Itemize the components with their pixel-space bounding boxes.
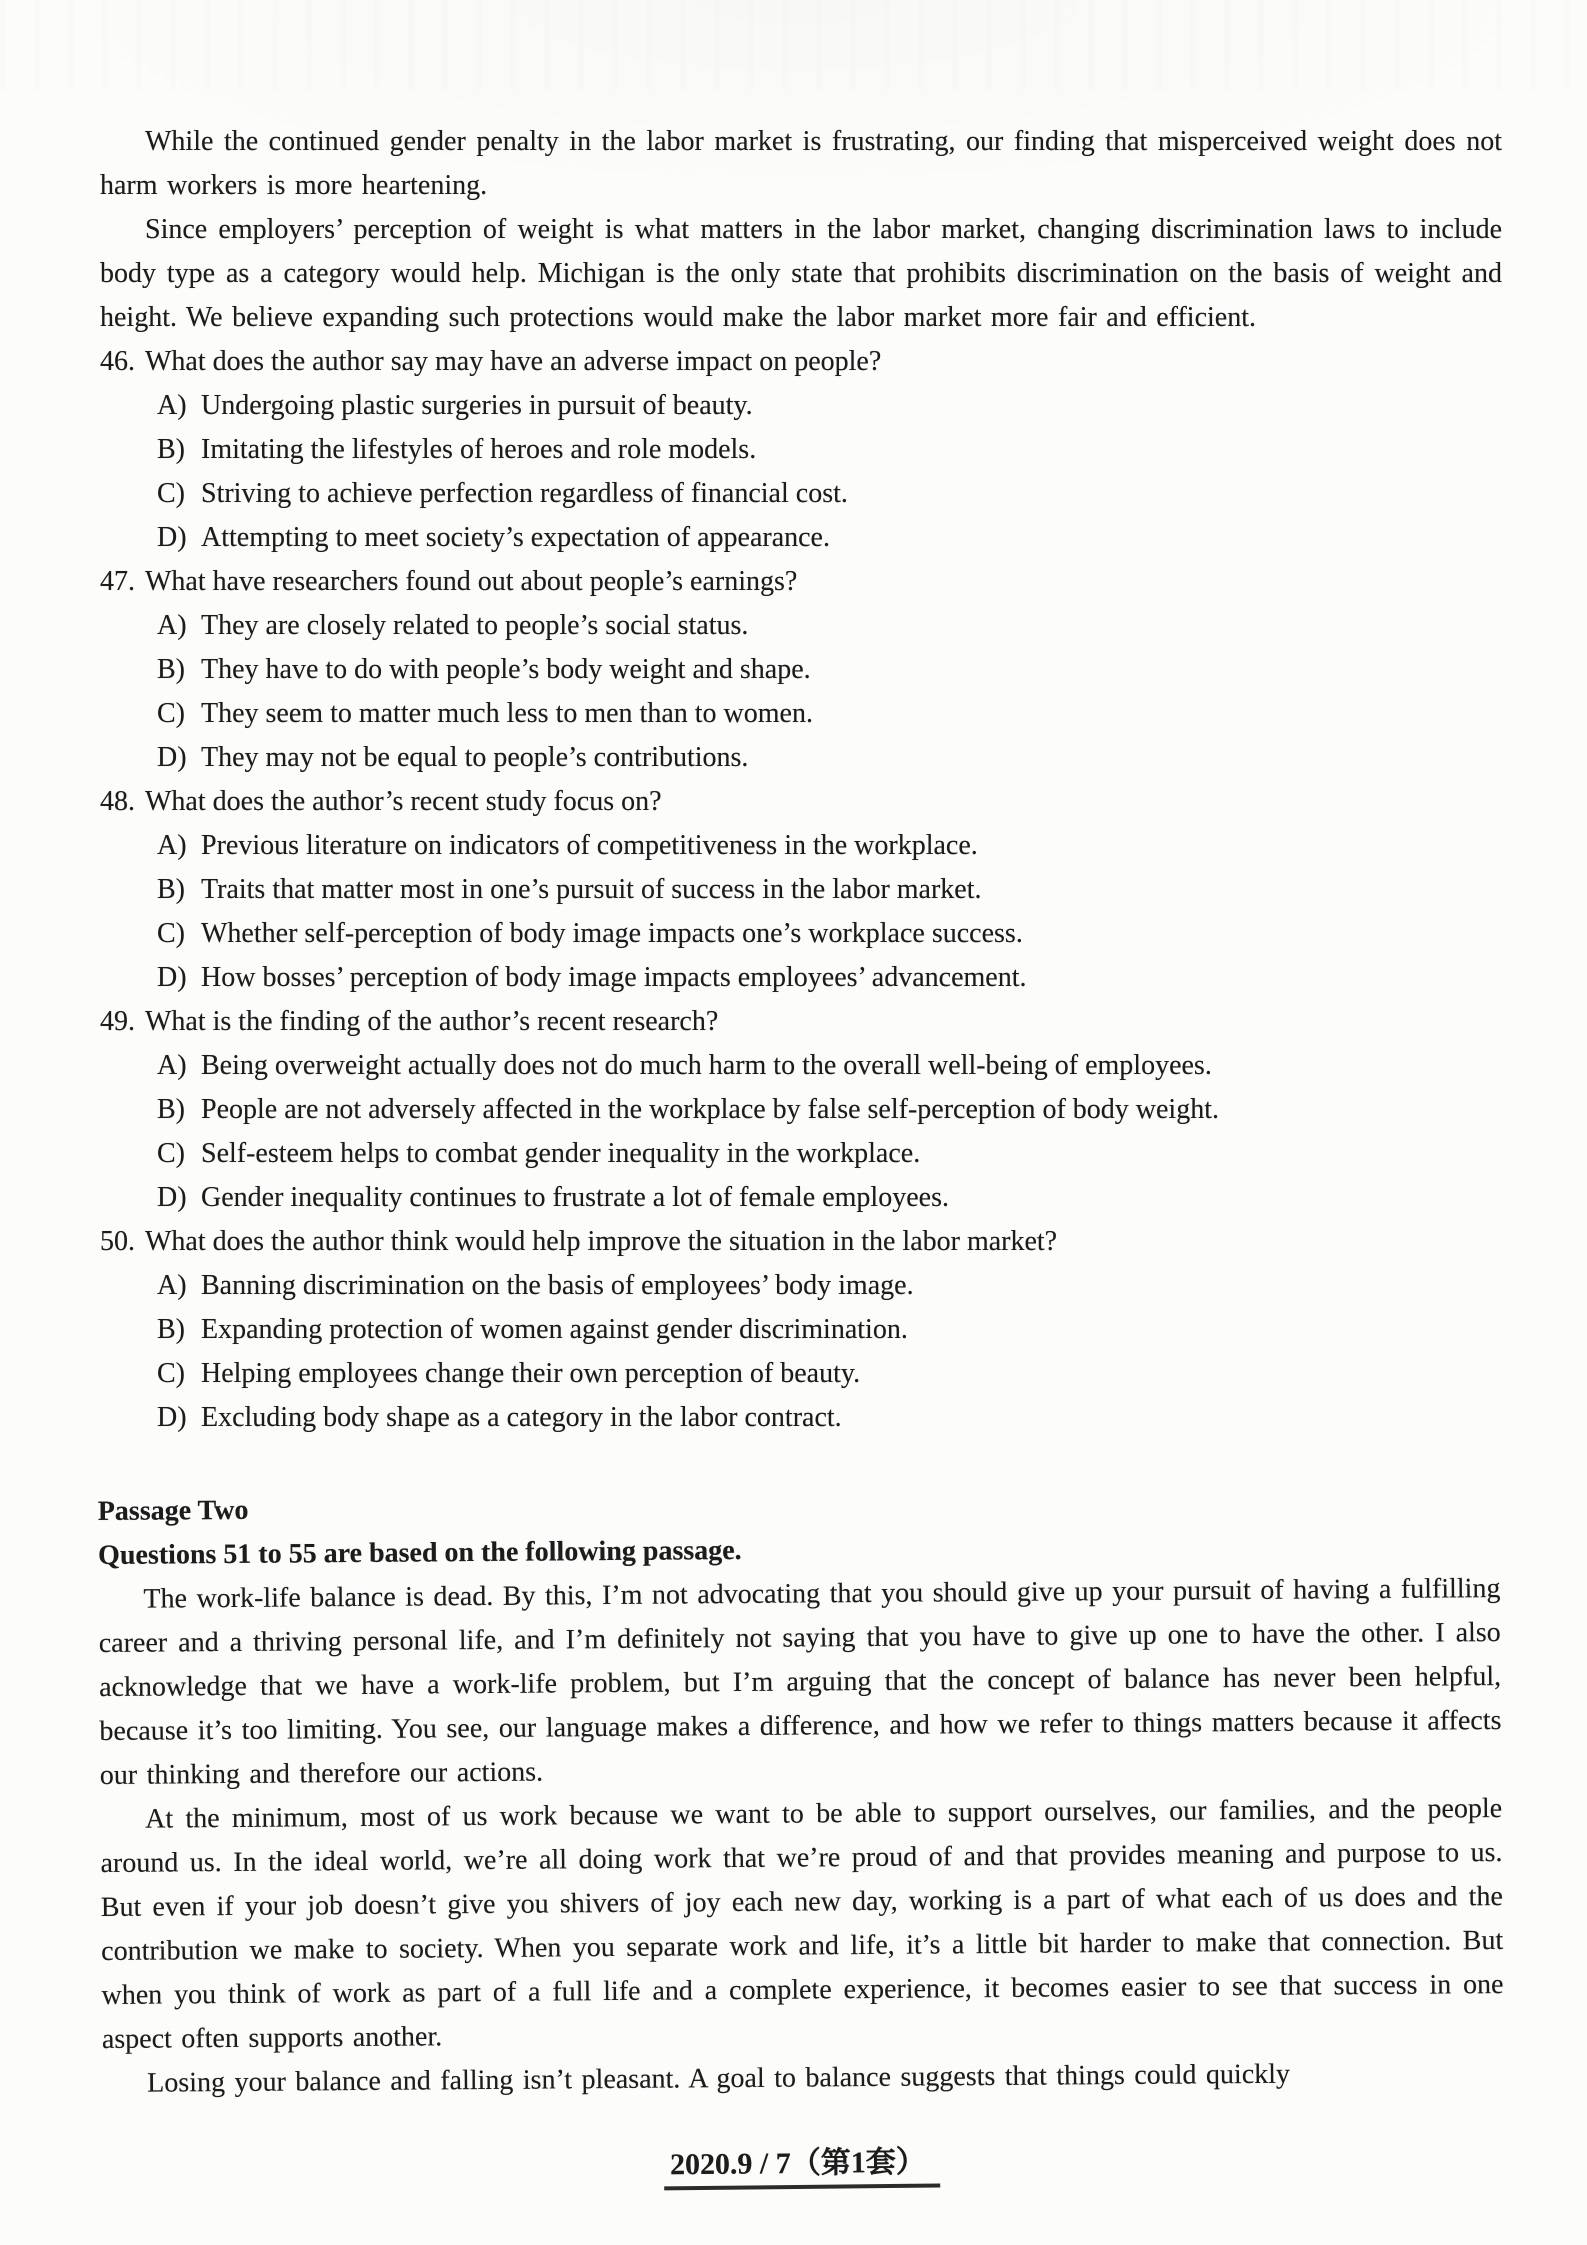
option-row [157, 428, 1502, 472]
option-row [157, 824, 1502, 868]
option-label: C) [157, 1358, 185, 1389]
option-row [157, 1352, 1502, 1396]
question-50 [100, 1220, 1502, 1440]
option-label: B) [157, 434, 185, 465]
option-label: A) [157, 830, 187, 861]
passage-two-paragraph: At the minimum, most of us work because we want to be able to support ourselves, our families, and the people around us. In the ideal world, we’re all doing work that we’re proud of and that provides meaning and purpose to us. But even if your job doesn’t give you shivers of joy each new day, working is a part of what each of us does and the contribution we make to society. When you separate work and life, it’s a little bit harder to make that connection. But when you think of work as part of a full life and a complete experience, it becomes easier to see that success in one aspect often supports another. [100, 1792, 1504, 2055]
passage-one-paragraph: While the continued gender penalty in the labor market is frustrating, our finding that misperceived weight does not harm workers is more heartening. [100, 126, 1502, 201]
option-row [157, 648, 1502, 692]
option-text: They have to do with people’s body weight and shape. [201, 654, 811, 685]
option-label: C) [157, 1138, 185, 1169]
option-label: B) [157, 1094, 185, 1125]
option-text: Traits that matter most in one’s pursuit of success in the labor market. [201, 874, 982, 905]
option-label: B) [157, 654, 185, 685]
option-label: D) [157, 1402, 187, 1433]
option-text: Excluding body shape as a category in the labor contract. [201, 1402, 842, 1433]
option-label: A) [157, 1270, 187, 1301]
question-text: What have researchers found out about people’s earnings? [145, 566, 798, 597]
option-label: C) [157, 478, 185, 509]
question-text: What does the author’s recent study focus on? [145, 786, 662, 817]
option-row [157, 868, 1502, 912]
passage-two-paragraph: The work-life balance is dead. By this, I’m not advocating that you should give up your pursuit of having a fulfilling career and a thriving personal life, and I’m definitely not saying that you have to give up one to have the other. I also acknowledge that we have a work-life problem, but I’m arguing that the concept of balance has never been helpful, because it’s too limiting. You see, our language makes a difference, and how we refer to things matters because it affects our thinking and therefore our actions. [98, 1572, 1502, 1792]
option-text: Imitating the lifestyles of heroes and role models. [201, 434, 757, 465]
option-label: D) [157, 522, 187, 553]
question-48 [100, 780, 1502, 1000]
page-footer [0, 2146, 1587, 2189]
option-text: Being overweight actually does not do much harm to the overall well-being of employees. [201, 1050, 1212, 1081]
option-label: A) [157, 1050, 187, 1081]
passage-two-heading: Passage Two [97, 1494, 249, 1528]
option-row [157, 1264, 1502, 1308]
question-number: 49. [100, 1006, 135, 1037]
passage-two-paragraph: Losing your balance and falling isn’t pleasant. A goal to balance suggests that things could quickly [147, 2058, 1291, 2099]
option-text: Gender inequality continues to frustrate a lot of female employees. [201, 1182, 949, 1213]
option-text: Attempting to meet society’s expectation of appearance. [201, 522, 830, 553]
option-text: They may not be equal to people’s contributions. [201, 742, 749, 773]
option-row [157, 384, 1502, 428]
question-text: What does the author say may have an adverse impact on people? [145, 346, 882, 377]
option-label: A) [157, 610, 187, 641]
option-label: D) [157, 742, 187, 773]
option-row [157, 1396, 1502, 1440]
option-text: They are closely related to people’s social status. [201, 610, 749, 641]
passage-two-instruction: Questions 51 to 55 are based on the following passage. [97, 1534, 742, 1572]
option-label: C) [157, 698, 185, 729]
option-label: B) [157, 874, 185, 905]
option-text: Striving to achieve perfection regardless of financial cost. [201, 478, 848, 509]
option-label: D) [157, 962, 187, 993]
option-text: Previous literature on indicators of competitiveness in the workplace. [201, 830, 978, 861]
option-row [157, 604, 1502, 648]
page-content [97, 120, 1504, 2106]
option-row [157, 1088, 1502, 1132]
option-text: Self-esteem helps to combat gender inequality in the workplace. [201, 1138, 921, 1169]
option-row [157, 516, 1502, 560]
page-number: 2020.9 / 7（第1套） [663, 2144, 939, 2190]
option-label: C) [157, 918, 185, 949]
question-number: 47. [100, 566, 135, 597]
option-label: A) [157, 390, 187, 421]
passage-one-paragraph: Since employers’ perception of weight is what matters in the labor market, changing discrimination laws to include body type as a category would help. Michigan is the only state that prohibits discrimination on the basis of weight and height. We believe expanding such protections would make the labor market more fair and efficient. [100, 214, 1502, 333]
option-label: B) [157, 1314, 185, 1345]
option-row [157, 736, 1502, 780]
option-text: Whether self-perception of body image impacts one’s workplace success. [201, 918, 1023, 949]
option-row [157, 1132, 1502, 1176]
option-label: D) [157, 1182, 187, 1213]
option-text: They seem to matter much less to men than to women. [201, 698, 813, 729]
option-row [157, 692, 1502, 736]
question-number: 46. [100, 346, 135, 377]
option-row [157, 472, 1502, 516]
question-number: 48. [100, 786, 135, 817]
option-text: Undergoing plastic surgeries in pursuit of beauty. [201, 390, 753, 421]
question-46 [100, 340, 1502, 560]
option-row [157, 956, 1502, 1000]
question-49 [100, 1000, 1502, 1220]
question-number: 50. [100, 1226, 135, 1257]
question-47 [100, 560, 1502, 780]
option-text: Banning discrimination on the basis of employees’ body image. [201, 1270, 914, 1301]
question-text: What is the finding of the author’s recent research? [145, 1006, 719, 1037]
option-text: People are not adversely affected in the workplace by false self-perception of body weight. [201, 1094, 1219, 1125]
option-row [157, 912, 1502, 956]
option-row [157, 1176, 1502, 1220]
option-text: How bosses’ perception of body image impacts employees’ advancement. [201, 962, 1027, 993]
option-row [157, 1044, 1502, 1088]
passage-two-section [98, 1479, 1505, 2106]
question-text: What does the author think would help improve the situation in the labor market? [145, 1226, 1058, 1257]
option-text: Expanding protection of women against gender discrimination. [201, 1314, 908, 1345]
option-row [157, 1308, 1502, 1352]
option-text: Helping employees change their own perception of beauty. [201, 1358, 861, 1389]
scan-noise-band [0, 0, 1587, 90]
